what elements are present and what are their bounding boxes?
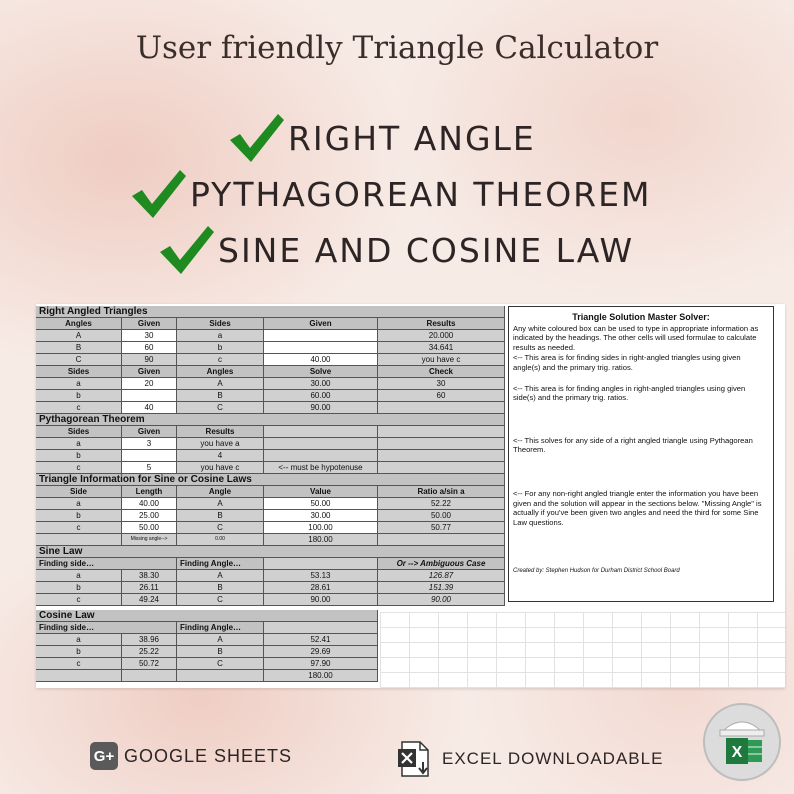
table-row [36,594,505,606]
section-title-cosine-law: Cosine Law [36,610,378,622]
checkmark-icon [226,110,288,166]
table-row [36,522,505,534]
cell: you have a [177,438,264,450]
feature-label: PYTHAGOREAN THEOREM [190,174,652,214]
header-cell: Solve [264,366,378,378]
section-title-sine-law: Sine Law [36,546,505,558]
table-header-row [36,622,378,634]
cell: 38.96 [122,634,177,646]
input-cell[interactable]: 100.00 [264,522,378,534]
cell: a [36,498,122,510]
header-cell: Given [122,366,177,378]
cell: you have c [378,354,505,366]
cell: C [177,594,264,606]
table-row [36,378,505,390]
cell: B [36,342,122,354]
cell: 50.72 [122,658,177,670]
input-cell[interactable]: 40.00 [122,498,177,510]
table-row [36,498,505,510]
cell [264,622,378,634]
cell: c [177,354,264,366]
header-cell: Check [378,366,505,378]
feature-sine-cosine [156,222,634,278]
cell: C [177,658,264,670]
cell [264,426,378,438]
table-row [36,634,378,646]
cell: 52.22 [378,498,505,510]
page-title: User friendly Triangle Calculator [135,30,659,66]
angle-total: 180.00 [264,534,378,546]
table-row [36,582,505,594]
cell [264,438,378,450]
cell [378,462,505,474]
table-row [36,390,505,402]
table-header-row [36,366,505,378]
cell [122,670,177,682]
cell: c [36,658,122,670]
header-cell: Given [122,426,177,438]
input-cell[interactable]: 50.00 [264,498,378,510]
cell: 50.77 [378,522,505,534]
cell: A [177,498,264,510]
table-row [36,510,505,522]
cell: 90 [122,354,177,366]
cell: A [177,378,264,390]
header-cell: Finding side… [36,558,177,570]
header-cell: Or --> Ambiguous Case [378,558,505,570]
cell: A [177,634,264,646]
cell [378,450,505,462]
table-header-row [36,558,505,570]
input-cell[interactable] [122,390,177,402]
input-cell[interactable]: 25.00 [122,510,177,522]
cell: C [177,522,264,534]
table-row [36,646,378,658]
cell: a [36,570,122,582]
excel-file-icon [396,740,434,778]
input-cell[interactable] [122,450,177,462]
missing-angle-value: 0.00 [177,534,264,546]
cell: 50.00 [378,510,505,522]
table-row [36,438,505,450]
cell [177,670,264,682]
cell: 90.00 [264,594,378,606]
cell: B [177,390,264,402]
cell: C [36,354,122,366]
header-cell: Sides [36,366,122,378]
cell: c [36,522,122,534]
cell: C [177,402,264,414]
cell: 60 [378,390,505,402]
table-row [36,402,505,414]
notes-text: <-- For any non-right angled triangle enter the information you have been given and the solution will appear in the sections below. "Missing Angle" is actually if you've been given two angles and need the third for some Sine Law questions. [513,488,762,527]
input-cell[interactable]: 60 [122,342,177,354]
notes-text: <-- This area is for finding sides in right-angled triangles using given angle(s) and the primary trig. ratios. [513,353,741,372]
cell [378,438,505,450]
cell: 20.000 [378,330,505,342]
spreadsheet [36,304,785,688]
cell: a [36,438,122,450]
cell: 34.641 [378,342,505,354]
notes-panel [508,306,774,602]
cell: 26.11 [122,582,177,594]
table-header-row [36,318,505,330]
input-cell[interactable]: 40 [122,402,177,414]
input-cell[interactable]: 50.00 [122,522,177,534]
table-row [36,534,505,546]
notes-text: <-- This area is for finding angles in right-angled triangles using given side(s) and the primary trig. ratios. [513,383,746,403]
table-row [36,450,505,462]
cell: b [36,390,122,402]
cell: 30 [378,378,505,390]
table-row [36,658,378,670]
cell: 126.87 [378,570,505,582]
notes-credit: Created by: Stephen Hudson for Durham District School Board [513,568,680,575]
header-cell: Ratio a/sin a [378,486,505,498]
cell: 52.41 [264,634,378,646]
header-cell: Results [177,426,264,438]
cell: 90.00 [378,594,505,606]
cell: 49.24 [122,594,177,606]
header-cell: Given [264,318,378,330]
header-cell: Side [36,486,122,498]
checkmark-icon [156,222,218,278]
feature-pythagorean [128,166,651,222]
section-title-pythagorean: Pythagorean Theorem [36,414,505,426]
cell: 29.69 [264,646,378,658]
header-cell: Sides [177,318,264,330]
input-cell[interactable]: 30 [122,330,177,342]
header-cell: Angles [36,318,122,330]
input-cell[interactable]: 5 [122,462,177,474]
notes-text: Any white coloured box can be used to type in appropriate information as indicated by the headings. The other cells will used formulae to calculate results as needed. [513,323,759,352]
cell: 25.22 [122,646,177,658]
table-row [36,462,505,474]
cell: B [177,582,264,594]
cell: 38.30 [122,570,177,582]
cell: B [177,646,264,658]
cell [378,426,505,438]
header-cell: Angle [177,486,264,498]
angle-total: 180.00 [264,670,378,682]
cell [264,450,378,462]
header-cell: Finding Angle… [177,558,264,570]
header-cell: Finding side… [36,622,177,634]
feature-right-angle [226,110,536,166]
feature-label: RIGHT ANGLE [288,118,536,158]
cell [36,670,122,682]
cell: A [177,570,264,582]
cell: 4 [177,450,264,462]
checkmark-icon [128,166,190,222]
cell: a [36,634,122,646]
feature-label: SINE AND COSINE LAW [218,230,635,270]
header-cell: Angles [177,366,264,378]
input-cell[interactable] [264,342,378,354]
google-plus-icon: G+ [90,742,118,770]
notes-title: Triangle Solution Master Solver: [572,312,710,322]
cell [264,558,378,570]
table-row [36,670,378,682]
table-row [36,342,505,354]
google-sheets-badge [90,742,292,770]
header-cell: Length [122,486,177,498]
table-row [36,354,505,366]
header-cell: Finding Angle… [177,622,264,634]
section-title-triangle-info: Triangle Information for Sine or Cosine Laws [36,474,505,486]
cell: b [36,582,122,594]
input-cell[interactable]: 20 [122,378,177,390]
notes-text: <-- This solves for any side of a right angled triangle using Pythagorean Theorem. [513,435,753,455]
cell: b [36,510,122,522]
input-cell[interactable] [264,330,378,342]
cell: c [36,402,122,414]
cell [36,534,122,546]
cell: 90.00 [264,402,378,414]
header-cell: Sides [36,426,122,438]
table-row [36,330,505,342]
cell: 151.39 [378,582,505,594]
header-cell: Value [264,486,378,498]
empty-grid [380,612,785,688]
cell: c [36,594,122,606]
cell: 30.00 [264,378,378,390]
cell: b [177,342,264,354]
excel-badge [396,740,663,778]
cell: A [36,330,122,342]
cell: 53.13 [264,570,378,582]
missing-angle-label: Missing angle--> [122,534,177,546]
cell: a [36,378,122,390]
cell: 28.61 [264,582,378,594]
input-cell[interactable]: 40.00 [264,354,378,366]
cell: c [36,462,122,474]
cell: B [177,510,264,522]
cell: <-- must be hypotenuse [264,462,378,474]
table-header-row [36,486,505,498]
cell: b [36,450,122,462]
header-cell: Given [122,318,177,330]
input-cell[interactable]: 3 [122,438,177,450]
cell: a [177,330,264,342]
excel-logo-icon [702,702,782,782]
svg-text:X: X [731,744,743,761]
cell: 60.00 [264,390,378,402]
google-sheets-label: GOOGLE SHEETS [124,745,293,766]
section-title-right-angled: Right Angled Triangles [36,306,505,318]
cell: 97.90 [264,658,378,670]
table-row [36,570,505,582]
cell [378,534,505,546]
header-cell: Results [378,318,505,330]
input-cell[interactable]: 30.00 [264,510,378,522]
cell [378,402,505,414]
cell: you have c [177,462,264,474]
excel-label: EXCEL DOWNLOADABLE [442,749,664,768]
table-header-row [36,426,505,438]
cell: b [36,646,122,658]
